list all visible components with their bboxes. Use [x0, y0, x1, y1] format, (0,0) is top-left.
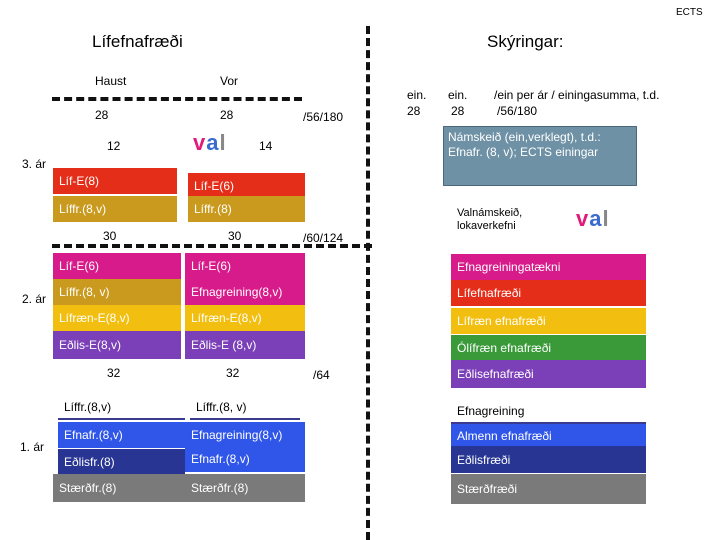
course-cell: Líf-E(8)	[53, 168, 177, 194]
credits-total-top: /56/180	[303, 110, 344, 124]
course-cell: Lífræn-E(8,v)	[53, 305, 181, 331]
legend-item-lifraen: Lífræn efnafræði	[451, 308, 646, 334]
course-cell: Stærðfr.(8)	[53, 474, 185, 502]
right-title: Skýringar:	[487, 32, 564, 51]
course-cell: Efnagreining(8,v)	[185, 422, 305, 448]
credits-fall-mid1: 30	[103, 229, 117, 243]
val-logo-letter: a	[206, 130, 220, 155]
val-logo-letter: l	[602, 206, 610, 231]
semester-fall: Haust	[95, 74, 127, 88]
legend-col2-val: 28	[451, 104, 465, 118]
dashed-separator-top	[52, 97, 302, 101]
course-cell: Lífræn-E(8,v)	[185, 305, 305, 331]
legend-item-lifefnafraedi: Lífefnafræði	[451, 280, 646, 306]
val-logo-letter: v	[576, 206, 590, 231]
val-logo-letter: l	[219, 130, 227, 155]
legend-col3-val: /56/180	[497, 104, 538, 118]
credits-total-mid1: /60/124	[303, 231, 344, 245]
credits-fall-top: 28	[95, 108, 109, 122]
year3-credits-fall: 12	[107, 139, 121, 153]
legend-col3-head: /ein per ár / einingasumma, t.d.	[494, 88, 660, 102]
credits-fall-mid2: 32	[107, 366, 121, 380]
legend-item-eolisefnafraedi: Eðlisefnafræði	[451, 360, 646, 388]
legend-item-almenn: Almenn efnafræði	[451, 424, 646, 448]
legend-val-logo	[576, 208, 610, 230]
course-cell: Efnafr.(8,v)	[185, 446, 305, 472]
credits-spring-mid1: 30	[228, 229, 242, 243]
legend-col1-val: 28	[407, 104, 421, 118]
course-cell: Líf-E(6)	[185, 253, 305, 279]
legend-col2-head: ein.	[448, 88, 468, 102]
legend-col1-head: ein.	[407, 88, 427, 102]
semester-spring: Vor	[220, 74, 239, 88]
legend-elective: Valnámskeið, lokaverkefni	[457, 207, 523, 232]
course-cell: Eðlisfr.(8)	[58, 449, 185, 475]
course-cell: Efnafr.(8,v)	[58, 422, 185, 448]
year3-val-logo	[193, 132, 227, 154]
ects-label: ECTS	[676, 7, 703, 18]
course-cell: Líffr.(8)	[188, 196, 305, 222]
year1-label: 1. ár	[20, 440, 45, 454]
val-logo-letter: v	[193, 130, 207, 155]
center-divider	[366, 26, 370, 540]
course-cell: Líf-E(6)	[53, 253, 181, 279]
legend-item-eolisfraedi: Eðlisfræði	[451, 446, 646, 473]
credits-total-mid2: /64	[313, 368, 330, 382]
legend-item-olifraen: Ólífræn efnafræði	[451, 335, 646, 361]
course-cell: Líf-E(6)	[188, 173, 305, 199]
course-cell: Líffr.(8, v)	[53, 279, 181, 305]
course-cell: Stærðfr.(8)	[185, 474, 305, 502]
credits-spring-top: 28	[220, 108, 234, 122]
course-cell: Líffr.(8,v)	[53, 196, 177, 222]
legend-item-staerdfraedi: Stærðfræði	[451, 474, 646, 504]
course-cell: Efnagreining(8,v)	[185, 279, 305, 305]
year3-label: 3. ár	[22, 157, 47, 171]
credits-spring-mid2: 32	[226, 366, 240, 380]
val-logo-letter: a	[589, 206, 603, 231]
year3-credits-spring: 14	[259, 139, 273, 153]
course-cell: Eðlis-E(8,v)	[53, 331, 181, 359]
course-cell: Líffr.(8, v)	[190, 396, 300, 420]
year2-label: 2. ár	[22, 292, 47, 306]
dashed-separator-mid1	[52, 244, 372, 248]
left-title: Lífefnafræði	[92, 32, 183, 51]
course-cell: Líffr.(8,v)	[58, 396, 185, 420]
legend-item-efnagreiningataekni: Efnagreiningatækni	[451, 254, 646, 280]
legend-item-efnagreining: Efnagreining	[451, 400, 646, 424]
legend-course-box: Námskeið (ein,verklegt), t.d.: Efnafr. (8, v); ECTS einingar	[443, 126, 637, 186]
course-cell: Eðlis-E (8,v)	[185, 331, 305, 359]
